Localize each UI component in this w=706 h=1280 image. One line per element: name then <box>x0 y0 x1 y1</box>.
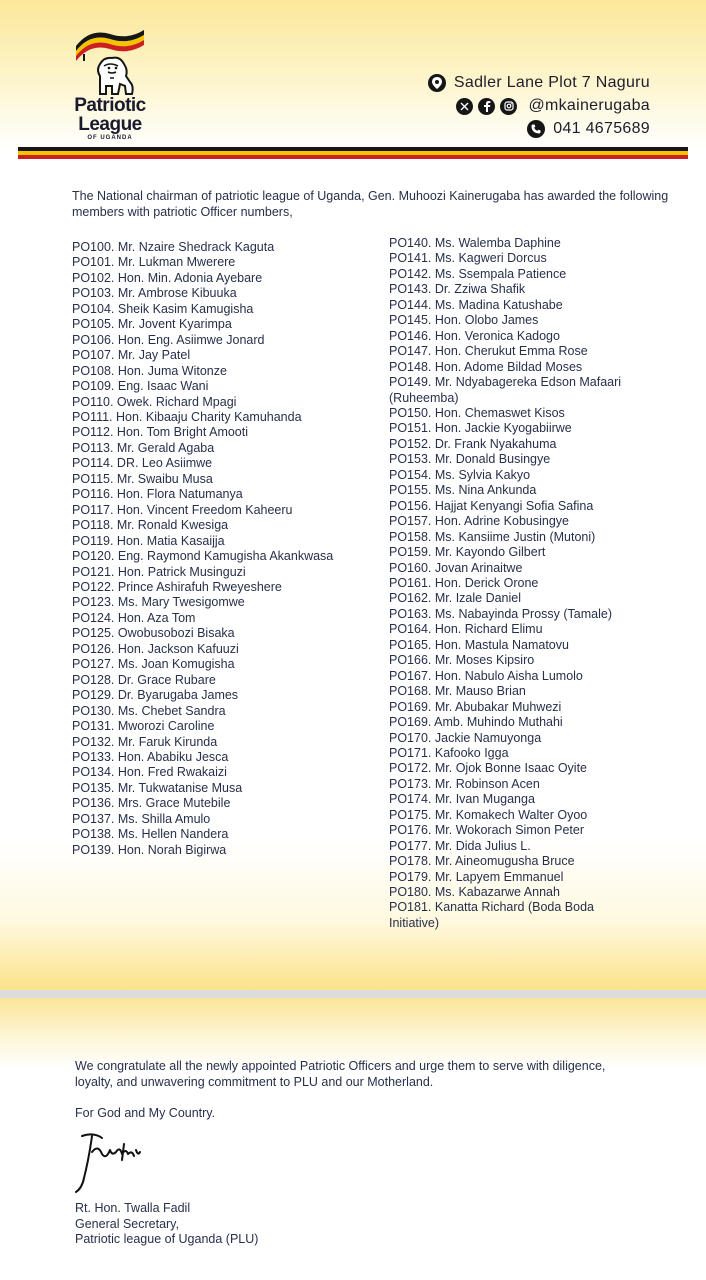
officer-list-item: PO112. Hon. Tom Bright Amooti <box>72 425 249 440</box>
stripe-red <box>18 155 688 159</box>
officer-list-item: PO121. Hon. Patrick Musinguzi <box>72 564 246 579</box>
signer-title: General Secretary, <box>75 1216 179 1231</box>
officer-list-item: PO181. Kanatta Richard (Boda Boda Initiative) <box>389 900 594 930</box>
phone-row <box>390 118 650 140</box>
officer-list-item: PO122. Prince Ashirafuh Rweyeshere <box>72 579 282 594</box>
officer-list-item: PO177. Mr. Dida Julius L. <box>389 838 531 853</box>
officer-list-item: PO176. Mr. Wokorach Simon Peter <box>389 823 584 838</box>
officer-list-item: PO117. Hon. Vincent Freedom Kaheeru <box>72 502 293 517</box>
officer-list-item: PO111. Hon. Kibaaju Charity Kamuhanda <box>72 409 302 424</box>
officer-list-item: PO180. Ms. Kabazarwe Annah <box>389 885 560 900</box>
address-row <box>390 72 650 94</box>
officer-list-item: PO132. Mr. Faruk Kirunda <box>72 734 218 749</box>
officer-list-item: PO118. Mr. Ronald Kwesiga <box>72 518 229 533</box>
officer-list-item: PO134. Hon. Fred Rwakaizi <box>72 765 227 780</box>
social-handle[interactable]: @mkainerugaba <box>528 97 650 114</box>
officer-list-item: PO154. Ms. Sylvia Kakyo <box>389 467 531 482</box>
signature-image <box>72 1130 146 1194</box>
officer-list-item: PO170. Jackie Namuyonga <box>389 730 542 745</box>
officer-list-item: PO174. Mr. Ivan Muganga <box>389 792 535 807</box>
officer-list-item: PO137. Ms. Shilla Amulo <box>72 811 211 826</box>
officer-list-item: PO119. Hon. Matia Kasaijja <box>72 533 225 548</box>
officer-list-item: PO155. Ms. Nina Ankunda <box>389 483 537 498</box>
officer-list-item: PO125. Owobusobozi Bisaka <box>72 626 235 641</box>
officer-list-item: PO173. Mr. Robinson Acen <box>389 776 540 791</box>
x-icon[interactable] <box>456 98 473 115</box>
officer-list-item: PO146. Hon. Veronica Kadogo <box>389 328 560 343</box>
flag-stripes <box>18 147 688 159</box>
social-row <box>390 95 650 117</box>
officer-list-item: PO167. Hon. Nabulo Aisha Lumolo <box>389 668 583 683</box>
officer-list-item: PO129. Dr. Byarugaba James <box>72 688 239 703</box>
officer-list-item: PO172. Mr. Ojok Bonne Isaac Oyite <box>389 761 588 776</box>
logo-title-line2: League <box>78 114 142 135</box>
officer-list-item: PO107. Mr. Jay Patel <box>72 348 191 363</box>
phone-icon <box>527 120 545 138</box>
closing-paragraph: We congratulate all the newly appointed Patriotic Officers and urge them to serve with diligence, loyalty, and unwavering commitment to PLU and our Motherland. <box>75 1059 606 1089</box>
officer-list-item: PO159. Mr. Kayondo Gilbert <box>389 545 546 560</box>
officer-list-item: PO103. Mr. Ambrose Kibuuka <box>72 286 237 301</box>
officer-list-item: PO133. Hon. Ababiku Jesca <box>72 749 229 764</box>
officer-list-item: PO161. Hon. Derick Orone <box>389 575 539 590</box>
signer-name: Rt. Hon. Twalla Fadil <box>75 1201 191 1215</box>
officer-list-item: PO100. Mr. Nzaire Shedrack Kaguta <box>72 240 275 254</box>
officer-list-item: PO109. Eng. Isaac Wani <box>72 379 209 394</box>
intro-paragraph: The National chairman of patriotic league of Uganda, Gen. Muhoozi Kainerugaba has awarded the following members with patriotic Officer numbers, <box>72 189 669 219</box>
facebook-icon[interactable] <box>478 98 495 115</box>
signer-org: Patriotic league of Uganda (PLU) <box>75 1232 259 1246</box>
officer-list-item: PO126. Hon. Jackson Kafuuzi <box>72 641 239 656</box>
address-text: Sadler Lane Plot 7 Naguru <box>453 74 650 91</box>
officer-list-right <box>389 236 629 931</box>
officer-list-item: PO166. Mr. Moses Kipsiro <box>389 653 535 668</box>
officer-list-item: PO171. Kafooko Igga <box>389 745 509 760</box>
officer-list-item: PO178. Mr. Aineomugusha Bruce <box>389 854 575 869</box>
officer-list-item: PO124. Hon. Aza Tom <box>72 610 196 625</box>
officer-list-item: PO158. Ms. Kansiime Justin (Mutoni) <box>389 529 596 544</box>
officer-list-item: PO130. Ms. Chebet Sandra <box>72 703 226 718</box>
officer-list-item: PO168. Mr. Mauso Brian <box>389 684 526 699</box>
officer-list-left <box>72 240 372 858</box>
officer-list-item: PO156. Hajjat Kenyangi Sofia Safina <box>389 498 594 513</box>
officer-list-item: PO120. Eng. Raymond Kamugisha Akankwasa <box>72 549 334 564</box>
lion-emblem-icon <box>70 24 150 96</box>
phone-number[interactable]: 041 4675689 <box>553 120 650 137</box>
logo-title-line1: Patriotic <box>74 95 146 116</box>
officer-list-item: PO153. Mr. Donald Busingye <box>389 452 551 467</box>
officer-list-item: PO106. Hon. Eng. Asiimwe Jonard <box>72 332 265 347</box>
officer-list-item: PO175. Mr. Komakech Walter Oyoo <box>389 807 588 822</box>
officer-list-item: PO131. Mworozi Caroline <box>72 719 215 734</box>
officer-list-item: PO145. Hon. Olobo James <box>389 313 539 328</box>
signer-block <box>75 1201 258 1248</box>
officer-list-item: PO144. Ms. Madina Katushabe <box>389 297 563 312</box>
page-divider <box>0 990 706 998</box>
contact-block <box>390 72 650 141</box>
location-pin-icon <box>428 74 446 92</box>
officer-list-item: PO141. Ms. Kagweri Dorcus <box>389 251 547 266</box>
officer-list-item: PO148. Hon. Adome Bildad Moses <box>389 359 583 374</box>
officer-list-item: PO139. Hon. Norah Bigirwa <box>72 842 227 857</box>
officer-list-item: PO143. Dr. Zziwa Shafik <box>389 282 526 297</box>
officer-list-item: PO101. Mr. Lukman Mwerere <box>72 255 236 270</box>
officer-list-item: PO135. Mr. Tukwatanise Musa <box>72 780 243 795</box>
officer-list-item: PO123. Ms. Mary Twesigomwe <box>72 595 245 610</box>
plu-logo <box>62 24 158 146</box>
officer-list-item: PO169. Mr. Abubakar Muhwezi <box>389 699 562 714</box>
officer-list-item: PO116. Hon. Flora Natumanya <box>72 487 243 502</box>
officer-list-item: PO114. DR. Leo Asiimwe <box>72 456 213 471</box>
officer-list-item: PO115. Mr. Swaibu Musa <box>72 471 213 486</box>
officer-list-item: PO157. Hon. Adrine Kobusingye <box>389 514 569 529</box>
officer-list-item: PO179. Mr. Lapyem Emmanuel <box>389 869 564 884</box>
officer-list-item: PO108. Hon. Juma Witonze <box>72 363 227 378</box>
officer-list-item: PO102. Hon. Min. Adonia Ayebare <box>72 270 263 285</box>
officer-list-item: PO163. Ms. Nabayinda Prossy (Tamale) <box>389 606 613 621</box>
officer-list-item: PO142. Ms. Ssempala Patience <box>389 266 567 281</box>
officer-list-item: PO164. Hon. Richard Elimu <box>389 622 543 637</box>
officer-list-item: PO113. Mr. Gerald Agaba <box>72 440 215 455</box>
officer-list-item: PO150. Hon. Chemaswet Kisos <box>389 405 565 420</box>
officer-list-item: PO162. Mr. Izale Daniel <box>389 591 522 606</box>
officer-list-item: PO104. Sheik Kasim Kamugisha <box>72 301 254 316</box>
officer-list-item: PO105. Mr. Jovent Kyarimpa <box>72 317 232 332</box>
motto: For God and My Country. <box>75 1106 216 1120</box>
instagram-icon[interactable] <box>500 98 517 115</box>
officer-list-item: PO151. Hon. Jackie Kyogabiirwe <box>389 421 572 436</box>
officer-list-item: PO127. Ms. Joan Komugisha <box>72 657 235 672</box>
officer-list-item: PO149. Mr. Ndyabagereka Edson Mafaari (Ruheemba) <box>389 375 622 405</box>
officer-list-item: PO138. Ms. Hellen Nandera <box>72 827 229 842</box>
officer-list-item: PO110. Owek. Richard Mpagi <box>72 394 237 409</box>
logo-subtitle: OF UGANDA <box>87 135 133 141</box>
officer-list-item: PO152. Dr. Frank Nyakahuma <box>389 436 557 451</box>
officer-list-item: PO165. Hon. Mastula Namatovu <box>389 637 569 652</box>
officer-list-item: PO147. Hon. Cherukut Emma Rose <box>389 344 588 359</box>
officer-list-item: PO128. Dr. Grace Rubare <box>72 672 216 687</box>
officer-list-item: PO136. Mrs. Grace Mutebile <box>72 796 231 811</box>
officer-list-item: PO169. Amb. Muhindo Muthahi <box>389 715 563 730</box>
officer-list-item: PO160. Jovan Arinaitwe <box>389 560 523 575</box>
officer-list-item: PO140. Ms. Walemba Daphine <box>389 236 561 250</box>
